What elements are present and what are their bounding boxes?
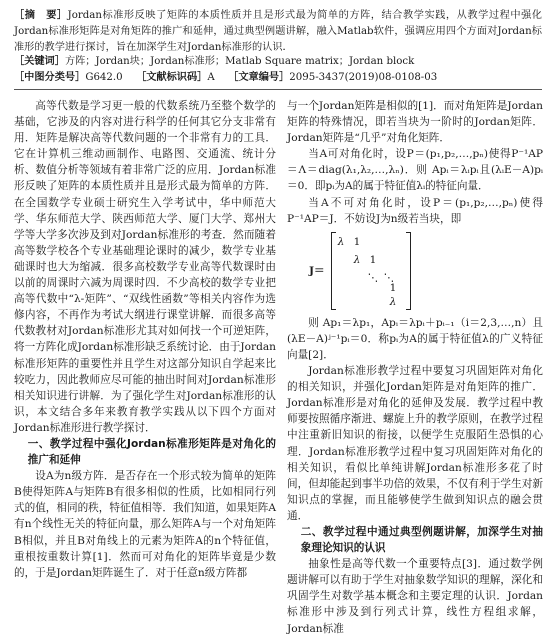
jordan-block-matrix — [287, 229, 543, 313]
matrix-entry: 1 — [389, 281, 397, 294]
right-column — [287, 98, 543, 637]
matrix-entry: 1 — [353, 235, 361, 248]
doc-code-value: A — [207, 72, 215, 83]
abstract-text: Jordan标准形反映了矩阵的本质性质并且是形式最为简单的方阵，结合教学实践，从教学过程中强化Jordan标准形矩阵是对角矩阵的推广和延伸，通过典型例题讲解，融入Matlab软件，强调应用四个方面对Jordan标准形的教学进行探讨，旨在加深学生对Jordan标准形的认识． — [14, 10, 542, 53]
abstract-label: ［摘 要］ — [14, 10, 68, 21]
abstract — [14, 8, 542, 55]
matrix-label: J＝ — [309, 264, 325, 277]
clc-label: ［中图分类号］ — [14, 72, 86, 83]
header-divider — [14, 89, 542, 90]
clc-value: G642.0 — [85, 72, 123, 83]
matrix-brackets — [331, 232, 411, 310]
keywords-text: 方阵；Jordan块；Jordan标准形；Matlab Square matrix；Jordan block — [64, 56, 415, 67]
continued-paragraph: 与一个Jordan矩阵是相似的[1]．而对角矩阵是Jordan矩阵的特殊情况，即若当块为一阶时的Jordan矩阵．Jordan矩阵是“几乎”对角化矩阵． — [287, 100, 543, 145]
matrix-entry: λ — [353, 253, 361, 266]
diagonalizable-paragraph: 当A可对角化时，设P＝(p₁,p₂,…,pₙ)使得P⁻¹AP＝Λ＝diag(λ₁,λ₂,…,λₙ)．则 Apᵢ＝λᵢpᵢ且(λᵢE－A)pᵢ＝0．即pᵢ为A的属于特征值λᵢ的特征向量． — [287, 148, 543, 193]
keywords — [14, 54, 542, 70]
matrix-dots: ⋱ — [367, 271, 379, 284]
intro-paragraph: 高等代数是学习更一般的代数系统乃至整个数学的基础，它涉及的内容对进行科学的任何其它分支非常有用．矩阵是解决高等代数问题的一个非常有力的工具．它在计算机三维动画制作、电路图、交通流、统计分析、数值分析等领域有着非常广泛的应用．Jordan标准形反映了矩阵的本质性质并且是形式最为简单的方阵．在全国数学专业硕士研究生入学考试中，华中师范大学、华东师范大学、陕西师范大学、厦门大学、郑州大学等大学多次涉及到对Jordan标准形的考查．然而随着高等数学校各个专业基础理论课时的减少，数学专业基础课时也大为缩减．很多高校数学专业高等代数课时由以前的周课时六减为周课时四．不少高校的数学专业把高等代数中“λ-矩阵”、“双线性函数”等相关内容作为选修内容，不再作为考试大纲进行课堂讲解．而很多高等代数教材对Jordan标准形尤其对如何找一个可逆矩阵，将一方阵化成Jordan标准形缺乏系统讨论．由于Jordan标准形矩阵的重要性并且学生对这部分知识自学起来比较吃力，因此教师应尽可能的抽出时间对Jordan标准形相关知识进行讲解．为了强化学生对Jordan标准形的认识，本文结合多年来教育教学实践从以下四个方面对Jordan标准形进行教学探讨． — [14, 100, 276, 434]
article-no-value: 2095-3437(2019)08-0108-03 — [289, 72, 438, 83]
non-diagonalizable-paragraph: 当A不可对角化时，设P＝(p₁,p₂,…,pₙ)使得P⁻¹AP＝J．不妨设J为n级若当块，即 — [287, 196, 543, 225]
section-heading-2: 二、教学过程中通过典型例题讲解，加深学生对抽象理论知识的认识 — [300, 525, 543, 555]
matrix-entry: λ — [389, 295, 397, 308]
section1-paragraph: 设A为n级方阵．是否存在一个形式较为简单的矩阵B使得矩阵A与矩阵B有很多相似的性质，比如相同行列式的值，相同的秩，特征值相等．我们知道，如果矩阵A有n个线性无关的特征向量，那么矩阵A与一个对角矩阵B相似，并且B对角线上的元素为矩阵A的n个特征值，重根按重数计算[1]．然而可对角化的矩阵毕竟是少数的，于是Jordan矩阵诞生了．对于任意n级方阵都 — [14, 470, 276, 579]
classification-line — [14, 70, 542, 86]
matrix-entry: 1 — [369, 253, 377, 266]
generalized-eigenvector-paragraph: 则 Ap₁＝λp₁，Apᵢ＝λpᵢ＋pᵢ₋₁（i＝2,3,…,n）且(λE－A)ʲ⁻¹pᵢ＝0．称pᵢ为A的属于特征值λ的广义特征向量[2]． — [287, 316, 543, 361]
matrix-dots: ⋱ — [383, 271, 395, 284]
article-no-label: ［文章编号］ — [228, 72, 290, 83]
section-heading-1: 一、教学过程中强化Jordan标准形矩阵是对角化的推广和延伸 — [27, 437, 276, 467]
left-column — [14, 98, 276, 581]
section2-paragraph: 抽象性是高等代数一个重要特点[3]．通过数学例题讲解可以有助于学生对抽象数学知识的理解，深化和巩固学生对数学基本概念和主要定理的认识．Jordan标准形中涉及到行列式计算，线性方程组求解，Jordan标准 — [287, 558, 543, 635]
teaching-paragraph: Jordan标准形教学过程中要复习巩固矩阵对角化的相关知识，并强化Jordan矩阵是对角矩阵的推广．Jordan标准形是对角化的延伸及发展．教学过程中教师要按照循序渐进、螺旋上升的教学原则，在教学过程中注重新旧知识的衔接，以便学生克服陌生恐惧的心理．Jordan标准形教学过程中复习巩固矩阵对角化的相关知识，看似比单纯讲解Jordan标准形多花了时间，但却能起到事半功倍的效果，不仅有利于学生对新知识点的掌握，而且能够使学生做到知识点的融会贯通． — [287, 365, 543, 522]
doc-code-label: ［文献标识码］ — [136, 72, 208, 83]
keywords-label: ［关键词］ — [14, 56, 65, 67]
matrix-entry: λ — [337, 235, 345, 248]
